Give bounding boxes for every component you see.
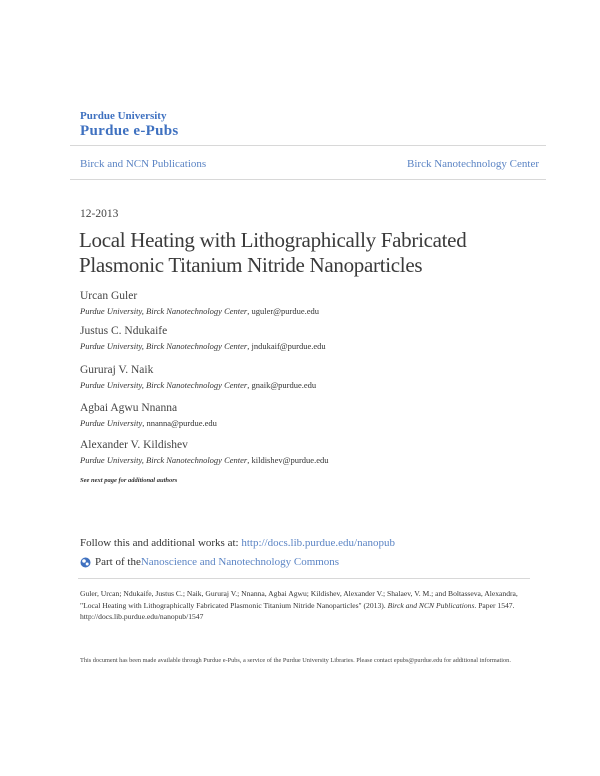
part-of-text: Part of the xyxy=(95,556,141,568)
follow-line xyxy=(80,537,395,549)
title-line-1: Local Heating with Lithographically Fabricated xyxy=(79,228,467,252)
author-affiliation xyxy=(80,455,328,465)
author-name: Urcan Guler xyxy=(80,290,138,302)
see-next-page-note: See next page for additional authors xyxy=(80,477,178,484)
paper-title xyxy=(79,228,549,278)
network-commons-icon xyxy=(80,557,91,568)
part-of-line xyxy=(80,556,339,568)
citation-series: Birck and NCN Publications xyxy=(387,600,475,610)
author-name: Alexander V. Kildishev xyxy=(80,439,188,451)
author-affiliation xyxy=(80,306,319,316)
affiliation-text: Purdue University, Birck Nanotechnology Center xyxy=(80,341,248,351)
top-divider xyxy=(70,145,546,146)
title-line-2: Plasmonic Titanium Nitride Nanoparticles xyxy=(79,253,423,277)
author-email: , gnaik@purdue.edu xyxy=(247,380,317,390)
author-affiliation xyxy=(80,418,217,428)
affiliation-text: Purdue University xyxy=(80,418,143,428)
affiliation-text: Purdue University, Birck Nanotechnology Center xyxy=(80,306,248,316)
author-name: Gururaj V. Naik xyxy=(80,364,154,376)
collection-link[interactable]: http://docs.lib.purdue.edu/nanopub xyxy=(241,537,396,549)
citation-divider xyxy=(78,578,530,579)
follow-text: Follow this and additional works at: xyxy=(80,537,242,549)
publication-date: 12-2013 xyxy=(80,208,119,220)
commons-link[interactable]: Nanoscience and Nanotechnology Commons xyxy=(140,556,340,568)
affiliation-text: Purdue University, Birck Nanotechnology Center xyxy=(80,380,248,390)
author-email: , kildishev@purdue.edu xyxy=(247,455,329,465)
author-email: , uguler@purdue.edu xyxy=(247,306,320,316)
availability-notice: This document has been made available through Purdue e-Pubs, a service of the Purdue University Libraries. Please contact epubs@purdue.edu for additional information. xyxy=(80,657,511,664)
citation-text: Guler, Urcan; Ndukaife, Justus C.; Naik, Gururaj V.; Nnanna, Agbai Agwu; Kildishev, Alexander V.; Shalaev, V. M.; and Boltasseva, Alexandra, "Local Heating with Lithographically Fabricated Plasmonic Titanium Nitride Nanoparticles" (2013). xyxy=(80,589,518,610)
author-name: Justus C. Ndukaife xyxy=(80,325,168,337)
citation-block xyxy=(80,588,530,623)
author-email: , jndukaif@purdue.edu xyxy=(247,341,326,351)
author-email: , nnanna@purdue.edu xyxy=(142,418,217,428)
author-affiliation xyxy=(80,341,326,351)
repository-name[interactable]: Purdue e-Pubs xyxy=(80,123,179,139)
series-link[interactable]: Birck and NCN Publications xyxy=(80,158,207,170)
citation-url[interactable]: http://docs.lib.purdue.edu/nanopub/1547 xyxy=(80,612,204,621)
citation-paper: . Paper 1547. xyxy=(474,600,515,610)
nav-divider xyxy=(70,179,546,180)
author-affiliation xyxy=(80,380,316,390)
author-name: Agbai Agwu Nnanna xyxy=(80,402,178,414)
affiliation-text: Purdue University, Birck Nanotechnology Center xyxy=(80,455,248,465)
center-link[interactable]: Birck Nanotechnology Center xyxy=(407,158,539,170)
university-name: Purdue University xyxy=(80,110,167,122)
